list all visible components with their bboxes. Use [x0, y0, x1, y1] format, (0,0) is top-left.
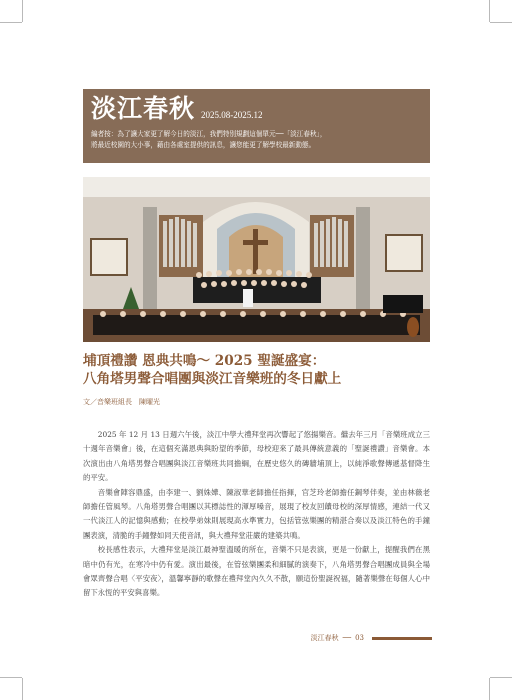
crop-mark: [490, 22, 512, 23]
paragraph: 校長感性表示，大禮拜堂是淡江最神聖溫暖的所在，音樂不只是表演，更是一份獻上，提醒我們在黑暗中仍有光，在寒冷中仍有愛。演出最後，在管弦樂團柔和細膩的演奏下，八角塔男聲合唱團成員與全場會眾齊聲合唱〈平安夜〉，溫馨寧靜的歌聲在禮拜堂內久久不散，願這份聖誕祝福，隨著樂聲在每個人心中留下永恆的平安與喜樂。: [83, 545, 430, 598]
crop-mark: [0, 22, 22, 23]
article-body: [83, 428, 430, 601]
header-title-row: [91, 95, 422, 123]
date-range: 2025.08-2025.12: [201, 110, 263, 120]
footer-dash: ──: [342, 634, 352, 642]
crop-mark: [0, 677, 22, 678]
paragraph: 2025 年 12 月 13 日週六午後，淡江中學大禮拜堂再次響起了悠揚樂音。繼去年三月「音樂班成立三十週年音樂會」後，在這個充滿恩典與盼望的季節，母校迎來了最具傳統意義的「聖誕禮讚」音樂會。本次演出由八角塔男聲合唱團與淡江音樂班共同擔綱，在歷史悠久的磚牆埔頂上，以純淨歌聲傳遞基督降生的平安。: [83, 430, 430, 483]
article-author: 文／音樂班組長 陳曜光: [83, 398, 160, 406]
footer-bar: [372, 637, 432, 640]
section-title: 淡江春秋: [91, 94, 196, 123]
concert-photo: [83, 177, 430, 342]
footer-section: 淡江春秋: [310, 634, 339, 642]
crop-mark: [22, 678, 23, 700]
editor-note-line: 編者按：為了讓大家更了解今日的淡江，我們特別規劃這個單元──「淡江春秋」，: [91, 130, 327, 138]
page-number: 03: [355, 634, 364, 642]
editor-note: [91, 129, 422, 151]
editor-note-line: 將最近校園的大小事，藉由各處室提供的訊息，讓您能更了解學校最新動態。: [91, 141, 316, 149]
section-header: [83, 89, 430, 163]
headline-line: 埔頂禮讚 恩典共鳴～ 2025 聖誕盛宴：: [83, 353, 326, 369]
paragraph: 音樂會陣容鼎盛，由李建一、劉姝嬅、陳淑華老師擔任指揮，官芝玲老師擔任鋼琴伴奏，並由林薇老師擔任管風琴。八角塔男聲合唱團以其標誌性的渾厚嗓音，展現了校友回饋母校的深厚情感，連結一代又一代淡江人的記憶與感動；在校學弟妹則展現高水準實力，包括管弦樂團的精湛合奏以及淡江特色的手鐘團表演，清脆的手鐘聲如同天使音訊，與大禮拜堂莊嚴的建築共鳴。: [83, 487, 430, 540]
crop-mark: [490, 677, 512, 678]
chapel-illustration: [83, 177, 430, 342]
article-headline: [83, 352, 430, 388]
crop-mark: [489, 678, 490, 700]
crop-mark: [489, 0, 490, 22]
headline-line: 八角塔男聲合唱團與淡江音樂班的冬日獻上: [83, 371, 342, 387]
page-footer: [311, 633, 432, 643]
crop-mark: [22, 0, 23, 22]
